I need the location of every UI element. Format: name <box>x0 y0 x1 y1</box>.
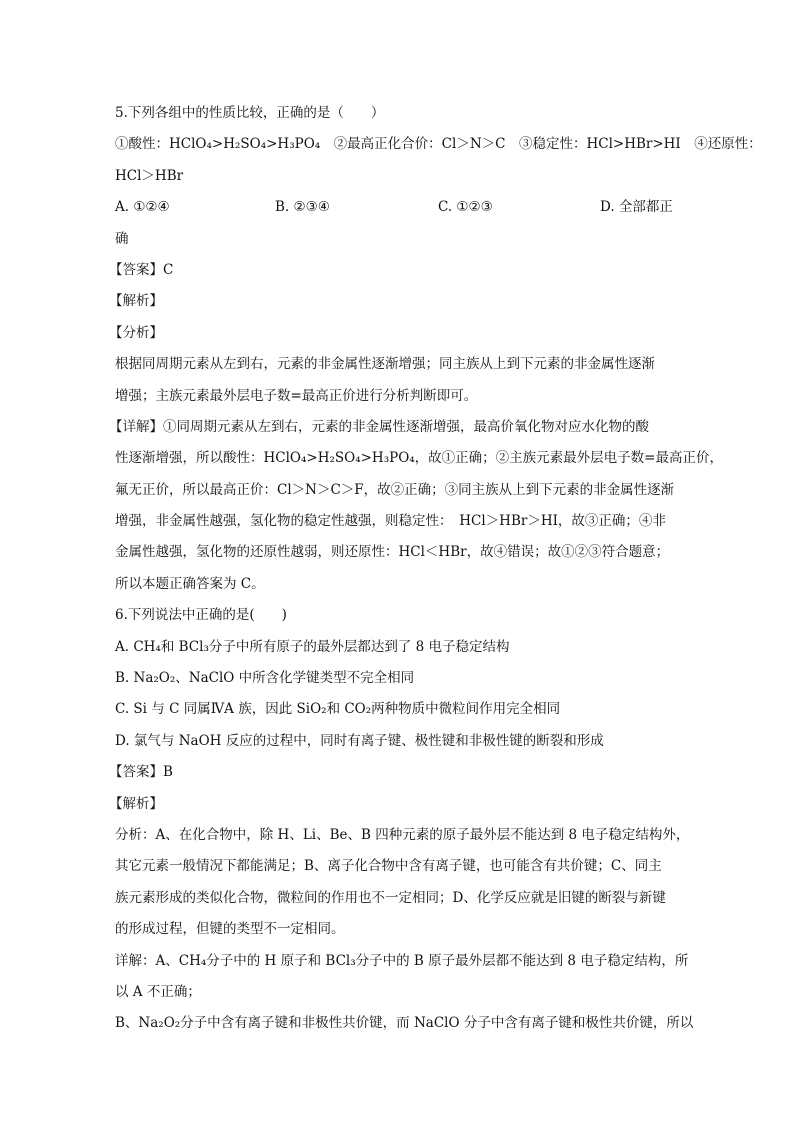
option-d: D. 氯气与 NaOH 反应的过程中，同时有离子键、极性键和非极性键的断裂和形成 <box>115 732 604 749</box>
option-b: B. Na₂O₂、NaClO 中所含化学键类型不完全相同 <box>115 670 415 687</box>
analysis-line: 其它元素一般情况下都能满足；B、离子化合物中含有离子键，也可能含有共价键；C、同主 <box>115 858 662 875</box>
detail-line: 金属性越强，氢化物的还原性越弱，则还原性：HCl＜HBr，故④错误；故①②③符合题意； <box>115 544 670 561</box>
detail-line: 所以本题正确答案为 C。 <box>115 575 265 592</box>
question-6-stem: 6.下列说法中正确的是( ) <box>115 607 287 624</box>
option-b: B. ②③④ <box>275 199 330 216</box>
detail-line: B、Na₂O₂分子中含有离子键和非极性共价键，而 NaClO 分子中含有离子键和极性共价键，所以 <box>115 1015 694 1032</box>
option-d: D. 全部都正 <box>600 199 673 216</box>
detail-line: 增强，非金属性越强，氢化物的稳定性越强，则稳定性： HCl＞HBr＞HI，故③正确；④非 <box>115 513 666 530</box>
question-5-options <box>115 192 680 223</box>
question-5-statements: ①酸性：HClO₄>H₂SO₄>H₃PO₄ ②最高正化合价：Cl＞N＞C ③稳定性：HCl>HBr>HI ④还原性： <box>115 136 762 153</box>
option-a: A. ①②④ <box>115 199 170 216</box>
detail-line: 以 A 不正确； <box>115 983 201 1000</box>
analysis-label: 【分析】 <box>109 324 163 341</box>
answer-label: 【答案】C <box>109 261 174 278</box>
explanation-label: 【解析】 <box>109 293 163 310</box>
question-5-statements-cont: HCl＞HBr <box>115 167 184 184</box>
option-d-cont: 确 <box>115 230 129 247</box>
document-body <box>109 98 762 1040</box>
analysis-line: 根据同周期元素从左到右，元素的非金属性逐渐增强；同主族从上到下元素的非金属性逐渐 <box>115 356 655 373</box>
analysis-line: 增强；主族元素最外层电子数=最高正价进行分析判断即可。 <box>115 387 478 404</box>
answer-label: 【答案】B <box>109 764 173 781</box>
analysis-line: 分析：A、在化合物中，除 H、Li、Be、B 四种元素的原子最外层不能达到 8 电子稳定结构外， <box>115 826 690 843</box>
detail-line: 详解：A、CH₄分子中的 H 原子和 BCl₃分子中的 B 原子最外层都不能达到 8 电子稳定结构，所 <box>115 952 689 969</box>
option-c: C. Si 与 C 同属ⅣA 族，因此 SiO₂和 CO₂两种物质中微粒间作用完全相同 <box>115 701 561 718</box>
analysis-line: 的形成过程，但键的类型不一定相同。 <box>115 921 345 938</box>
analysis-line: 族元素形成的类似化合物，微粒间的作用也不一定相同；D、化学反应就是旧键的断裂与新键 <box>115 889 666 906</box>
explanation-label: 【解析】 <box>109 795 163 812</box>
detail-line: 性逐渐增强，所以酸性：HClO₄>H₂SO₄>H₃PO₄，故①正确；②主族元素最外层电子数=最高正价， <box>115 450 723 467</box>
option-a: A. CH₄和 BCl₃分子中所有原子的最外层都达到了 8 电子稳定结构 <box>115 638 510 655</box>
question-5-stem: 5.下列各组中的性质比较，正确的是（ ） <box>115 105 385 121</box>
detail-line: 氟无正价，所以最高正价：Cl＞N＞C＞F，故②正确；③同主族从上到下元素的非金属性逐渐 <box>115 481 675 498</box>
detail-line: 【详解】①同周期元素从左到右，元素的非金属性逐渐增强，最高价氧化物对应水化物的酸 <box>109 418 649 435</box>
option-c: C. ①②③ <box>438 199 493 216</box>
